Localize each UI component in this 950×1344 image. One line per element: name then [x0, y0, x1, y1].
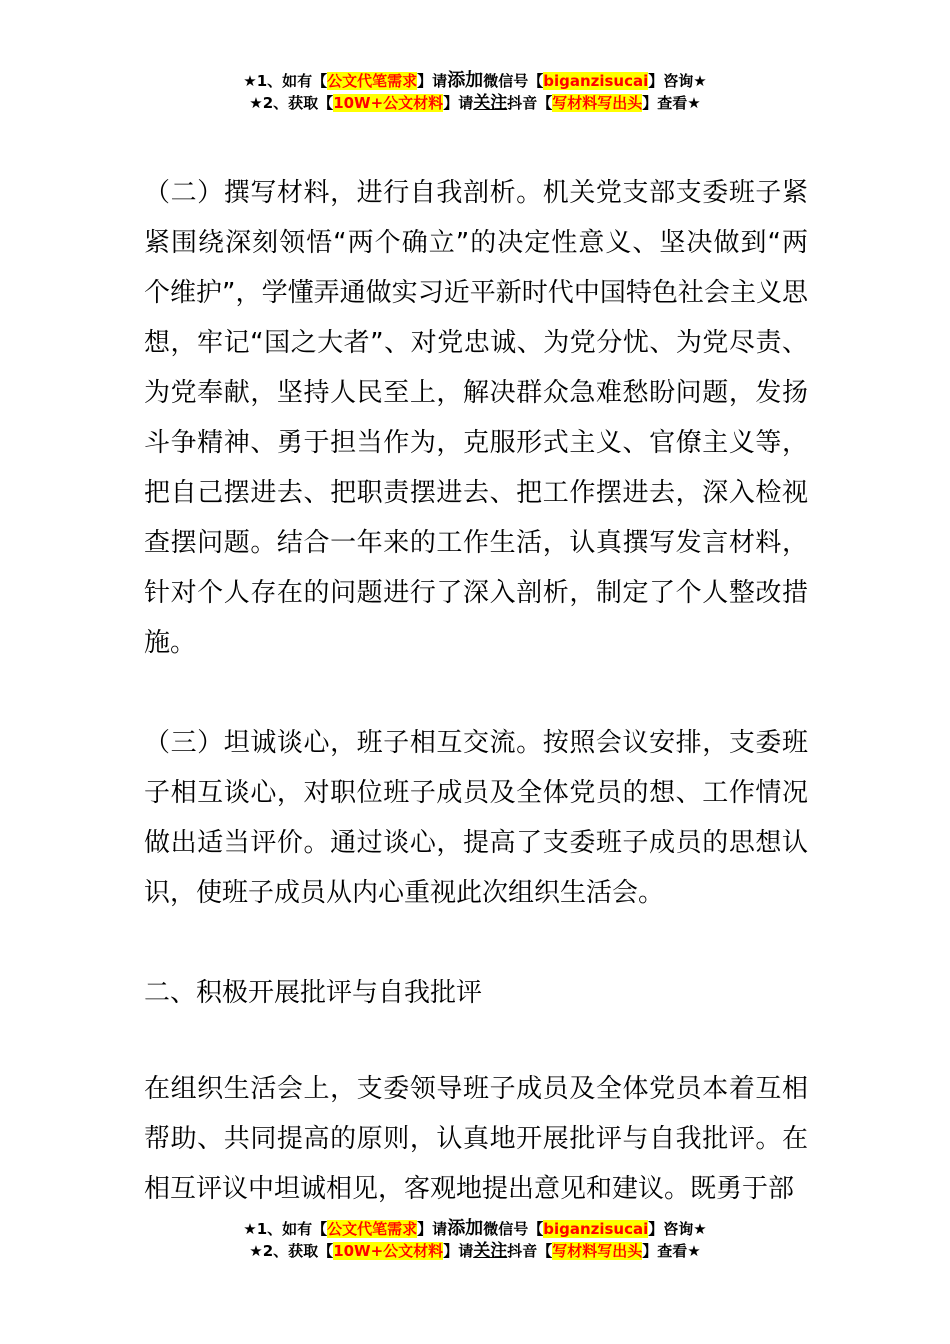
paragraph-self-analysis: （二）撰写材料，进行自我剖析。机关党支部支委班子紧紧围绕深刻领悟“两个确立”的决定性意义、坚决做到“两个维护”，学懂弄通做实习近平新时代中国特色社会主义思想，牢记“国之大者”、对党忠诚、为党分忧、为党尽责、为党奉献，坚持人民至上，解决群众急难愁盼问题，发扬斗争精神、勇于担当作为，克服形式主义、官僚主义等，把自己摆进去、把职责摆进去、把工作摆进去，深入检视查摆问题。结合一年来的工作生活，认真撰写发言材料，针对个人存在的问题进行了深入剖析，制定了个人整改措施。: [144, 178, 808, 658]
emphasis-add: 添加: [447, 1218, 484, 1239]
header-banner: [0, 70, 950, 114]
banner-line-1: [0, 1218, 950, 1240]
banner-text: 抖音【: [507, 1242, 553, 1260]
banner-text: 微信号【: [483, 72, 544, 90]
star-icon: ★: [243, 72, 257, 90]
highlight-douyin-account: 写材料写出头: [552, 94, 643, 112]
highlight-service: 公文代笔需求: [327, 1220, 418, 1238]
banner-text: 】咨询★: [648, 1220, 707, 1238]
highlight-wechat-id: biganzisucai: [543, 1220, 649, 1238]
star-icon: ★: [249, 94, 263, 112]
highlight-wechat-id: biganzisucai: [543, 72, 649, 90]
emphasis-follow: 关注: [473, 1241, 508, 1261]
banner-text: 1、如有【: [256, 1220, 328, 1238]
banner-text: 2、获取【: [262, 94, 334, 112]
banner-text: 2、获取【: [262, 1242, 334, 1260]
banner-text: 】请: [417, 1220, 448, 1238]
star-icon: ★: [243, 1220, 257, 1238]
paragraph-heart-talk: （三）坦诚谈心，班子相互交流。按照会议安排，支委班子相互谈心，对职位班子成员及全体党员的想、工作情况做出适当评价。通过谈心，提高了支委班子成员的思想认识，使班子成员从内心重视此次组织生活会。: [144, 728, 808, 908]
paragraph-criticism: 在组织生活会上，支委领导班子成员及全体党员本着互相帮助、共同提高的原则，认真地开展批评与自我批评。在相互评议中坦诚相见，客观地提出意见和建议。既勇于部: [144, 1074, 808, 1204]
banner-text: 1、如有【: [256, 72, 328, 90]
banner-line-1: [0, 70, 950, 92]
highlight-materials: 10W+公文材料: [333, 1242, 444, 1260]
banner-text: 】请: [417, 72, 448, 90]
banner-text: 】请: [443, 94, 474, 112]
banner-text: 微信号【: [483, 1220, 544, 1238]
emphasis-follow: 关注: [473, 93, 508, 113]
banner-text: 】咨询★: [648, 72, 707, 90]
section-heading: 二、积极开展批评与自我批评: [144, 978, 483, 1008]
banner-line-2: [0, 92, 950, 114]
banner-text: 】查看★: [642, 1242, 701, 1260]
highlight-douyin-account: 写材料写出头: [552, 1242, 643, 1260]
star-icon: ★: [249, 1242, 263, 1260]
highlight-service: 公文代笔需求: [327, 72, 418, 90]
banner-text: 】请: [443, 1242, 474, 1260]
banner-text: 抖音【: [507, 94, 553, 112]
highlight-materials: 10W+公文材料: [333, 94, 444, 112]
banner-text: 】查看★: [642, 94, 701, 112]
emphasis-add: 添加: [447, 70, 484, 91]
footer-banner: [0, 1218, 950, 1262]
banner-line-2: [0, 1240, 950, 1262]
